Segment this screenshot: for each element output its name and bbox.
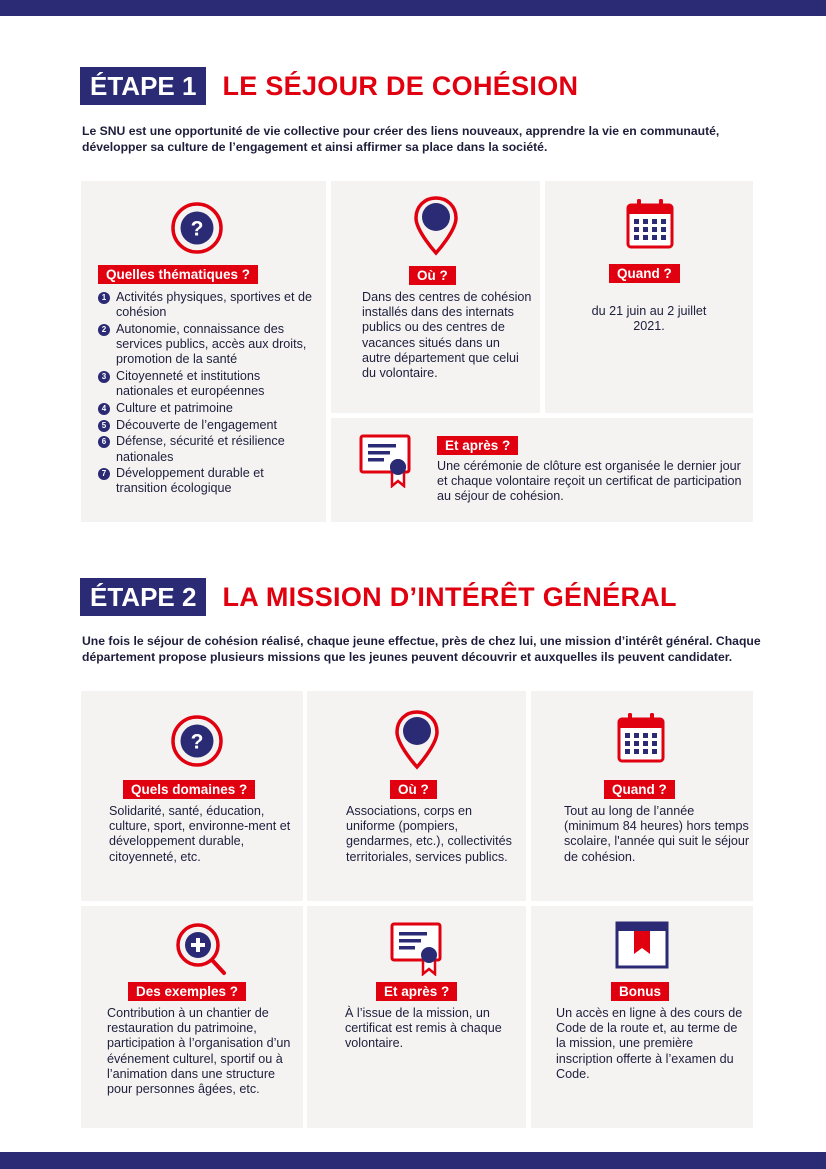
calendar-icon: [625, 197, 675, 251]
list-item: 4 Culture et patrimoine: [98, 401, 316, 416]
list-item: 5 Découverte de l’engagement: [98, 418, 316, 433]
step2-when-card: [531, 691, 753, 901]
step2-where-text: Associations, corps en uniforme (pompiers, gendarmes, etc.), collectivités territoriales, services publics.: [346, 804, 512, 864]
step2-domains-text: Solidarité, santé, éducation, culture, sport, environne-ment et développement durable, citoyenneté, etc.: [109, 804, 291, 864]
step2-where-card: [307, 691, 526, 901]
step1-themes-card: [81, 181, 326, 522]
question-icon: [170, 201, 224, 255]
step2-bonus-label: Bonus: [611, 982, 669, 1001]
step2-after-label: Et après ?: [376, 982, 457, 1001]
step2-title: LA MISSION D’INTÉRÊT GÉNÉRAL: [222, 581, 677, 612]
step1-themes-label: Quelles thématiques ?: [98, 265, 258, 284]
step1-where-label: Où ?: [409, 266, 456, 285]
question-icon: [170, 714, 224, 768]
step2-bonus-card: [531, 906, 753, 1128]
list-item: 7 Développement durable et transition écologique: [98, 466, 316, 496]
list-item: 2 Autonomie, connaissance des services publics, accès aux droits, promotion de la santé: [98, 322, 316, 368]
calendar-icon: [616, 711, 666, 765]
step2-examples-card: [81, 906, 303, 1128]
bookmark-box-icon: [614, 920, 670, 970]
step1-when-label: Quand ?: [609, 264, 680, 283]
step1-where-text: Dans des centres de cohésion installés dans des internats publics ou des centres de vacances situés dans un autre département que celui du volontaire.: [362, 290, 532, 381]
themes-list: [98, 290, 316, 498]
step1-after-label: Et après ?: [437, 436, 518, 455]
step2-examples-text: Contribution à un chantier de restauration du patrimoine, participation à l’organisation d’un événement culturel, sportif ou à l’animation dans une structure pour personnes âgées, etc.: [107, 1006, 291, 1097]
step2-domains-card: [81, 691, 303, 901]
step2-intro: Une fois le séjour de cohésion réalisé, chaque jeune effectue, près de chez lui, une mission d’intérêt général. Chaque département propose plusieurs missions que les jeunes peuvent découvrir et auxquelles ils peuvent candidater.: [82, 634, 761, 664]
location-pin-icon: [394, 709, 440, 771]
list-item: 1 Activités physiques, sportives et de cohésion: [98, 290, 316, 320]
step1-intro: Le SNU est une opportunité de vie collective pour créer des liens nouveaux, apprendre la vie en communauté, développer sa culture de l’engagement et ainsi affirmer sa place dans la société.: [82, 124, 720, 154]
step1-where-card: [331, 181, 540, 413]
step1-badge: ÉTAPE 1: [80, 67, 206, 105]
magnifier-plus-icon: [174, 922, 228, 978]
step2-examples-label: Des exemples ?: [128, 982, 246, 1001]
step1-title: LE SÉJOUR DE COHÉSION: [222, 70, 579, 101]
top-bar: [0, 0, 826, 16]
step2-when-label: Quand ?: [604, 780, 675, 799]
svg-text:?: ?: [190, 217, 204, 241]
step2-where-label: Où ?: [390, 780, 437, 799]
step1-header: [80, 67, 578, 105]
step2-when-text: Tout au long de l’année (minimum 84 heures) hors temps scolaire, l'année qui suit le séjour de cohésion.: [564, 804, 750, 864]
list-item: 6 Défense, sécurité et résilience nationales: [98, 434, 316, 464]
step2-after-card: [307, 906, 526, 1128]
step2-header: [80, 578, 677, 616]
step2-after-text: À l’issue de la mission, un certificat est remis à chaque volontaire.: [345, 1006, 502, 1051]
svg-text:?: ?: [190, 730, 204, 754]
step1-after-card: [331, 418, 753, 522]
step1-when-text: du 21 juin au 2 juillet 2021.: [591, 304, 707, 334]
step2-bonus-text: Un accès en ligne à des cours de Code de la route et, au terme de la mission, une première inscription offerte à l’examen du Code.: [556, 1006, 743, 1081]
step1-after-text: Une cérémonie de clôture est organisée le dernier jour et chaque volontaire reçoit un certificat de participation au séjour de cohésion.: [437, 459, 742, 504]
list-item: 3 Citoyenneté et institutions nationales et européennes: [98, 369, 316, 399]
certificate-icon: [359, 434, 413, 488]
certificate-icon: [390, 922, 444, 976]
step2-badge: ÉTAPE 2: [80, 578, 206, 616]
location-pin-icon: [413, 195, 459, 257]
bottom-bar: [0, 1152, 826, 1169]
step1-when-card: [545, 181, 753, 413]
step2-domains-label: Quels domaines ?: [123, 780, 255, 799]
